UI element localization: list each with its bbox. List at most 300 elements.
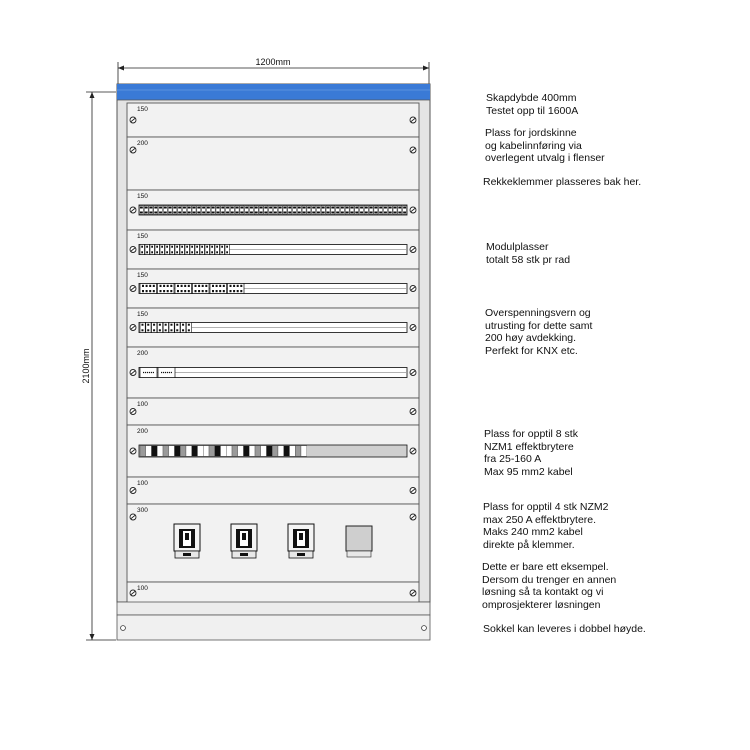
cabinet [117,84,430,640]
module-terminal-bottom [166,251,168,253]
panel-size-label: 150 [137,106,148,113]
nzm1-breaker-pole [215,446,221,456]
module-terminal-top [206,246,208,248]
module-terminal-top [176,246,178,248]
terminal-clamp [255,212,258,214]
nzm2-breaker [231,524,257,558]
nzm1-breaker-pole [152,446,158,456]
nzm1-breaker-pole [301,446,307,456]
panel-screw [130,117,136,123]
device-terminal [146,285,148,287]
terminal-clamp [202,207,205,209]
note-surge-protection: Overspenningsvern og utrusting for dette samt 200 høy avdekking. Perfekt for KNX etc. [485,307,593,357]
module-terminal-bottom [226,251,228,253]
panel-row [127,347,419,398]
panel-screw [410,488,416,494]
terminal-clamp [212,212,215,214]
terminal-clamp [212,207,215,209]
device-terminal [216,290,218,292]
module-terminal-bottom [156,251,158,253]
device-terminal [184,285,186,287]
panel-row [127,582,419,604]
height-dimension [81,92,116,640]
terminal-clamp [317,212,320,214]
panel-size-label: 150 [137,233,148,240]
nzm1-breaker-pole [186,446,192,456]
panel-screw [410,590,416,596]
module-terminal-top [141,324,143,326]
device-terminal [181,290,183,292]
nzm1-breaker-pole [244,446,250,456]
device-terminal [223,285,225,287]
plinth [117,615,430,640]
panel-screw [410,325,416,331]
module-terminal-top [171,246,173,248]
terminal-clamp [336,207,339,209]
device-terminal [177,290,179,292]
panel-size-label: 300 [137,507,148,514]
panel-screw [410,207,416,213]
module-terminal-bottom [186,251,188,253]
breaker-terminal-screw [183,553,191,556]
plinth-screw-right [422,626,427,631]
panel-screw [410,247,416,253]
module-terminal-bottom [147,329,149,331]
panel-size-label: 200 [137,428,148,435]
terminal-clamp [398,207,401,209]
device-terminal [149,290,151,292]
terminal-clamp [159,212,162,214]
module-terminal-bottom [188,329,190,331]
terminal-clamp [188,207,191,209]
terminal-clamp [183,207,186,209]
device-terminal [181,285,183,287]
terminal-clamp [303,207,306,209]
panel-plate [127,582,419,604]
terminal-clamp [178,207,181,209]
module-terminal-top [165,324,167,326]
terminal-clamp [351,212,354,214]
panel-size-label: 100 [137,585,148,592]
terminal-clamp [260,207,263,209]
device-terminal [195,290,197,292]
nzm1-breaker-pole [295,446,301,456]
panel-size-label: 200 [137,350,148,357]
terminal-clamp [394,212,397,214]
module-terminal-top [196,246,198,248]
terminal-clamp [207,207,210,209]
panel-screw [130,370,136,376]
module-terminal-top [141,246,143,248]
module-terminal-bottom [146,251,148,253]
terminal-clamp [374,212,377,214]
terminal-clamp [240,207,243,209]
device-terminal [205,290,207,292]
breaker-handle [185,533,189,540]
terminal-clamp [394,207,397,209]
terminal-clamp [188,212,191,214]
terminal-clamp [140,207,143,209]
terminal-clamp [169,212,172,214]
device-terminal [202,285,204,287]
panel-screw [130,286,136,292]
module-terminal-top [216,246,218,248]
terminal-clamp [360,207,363,209]
terminal-clamp [260,212,263,214]
plinth-screw-left [121,626,126,631]
nzm1-breaker-pole [261,446,267,456]
terminal-clamp [317,207,320,209]
terminal-clamp [274,207,277,209]
device-terminal [184,290,186,292]
panel-row [127,308,419,347]
panel-screw [130,448,136,454]
terminal-clamp [154,207,157,209]
terminal-clamp [250,207,253,209]
panel-size-label: 100 [137,480,148,487]
terminal-clamp [231,207,234,209]
terminal-clamp [159,207,162,209]
panel-screw [130,590,136,596]
module-terminal-top [156,246,158,248]
module-terminal-bottom [216,251,218,253]
module-terminal-top [186,246,188,248]
device-terminal [237,285,239,287]
terminal-clamp [145,207,148,209]
terminal-clamp [384,212,387,214]
panel-screw [410,409,416,415]
terminal-clamp [240,212,243,214]
nzm2-spare-terminal [347,551,371,557]
module-terminal-bottom [171,251,173,253]
terminal-clamp [264,212,267,214]
note-example: Dette er bare ett eksempel. Dersom du trenger en annen løsning så ta kontakt og vi omprosjekterer løsningen [482,561,617,611]
nzm1-breaker-pole [249,446,255,456]
terminal-clamp [269,207,272,209]
terminal-clamp [245,212,248,214]
device-terminal [195,285,197,287]
terminal-clamp [365,212,368,214]
module-terminal-top [153,324,155,326]
terminal-clamp [279,212,282,214]
device-terminal [160,285,162,287]
breaker-terminal-screw [240,553,248,556]
device-terminal [167,290,169,292]
module-terminal-bottom [191,251,193,253]
device-terminal [153,290,155,292]
breaker-terminal-screw [297,553,305,556]
panel-screw [130,147,136,153]
panel-screw [410,286,416,292]
module-terminal-bottom [196,251,198,253]
terminal-clamp [197,207,200,209]
panel-screw [130,514,136,520]
note-nzm1: Plass for opptil 8 stk NZM1 effektbrytere fra 25-160 A Max 95 mm2 kabel [484,428,578,478]
nzm1-breaker-pole [255,446,261,456]
module-terminal-bottom [141,251,143,253]
device-terminal [240,285,242,287]
terminal-clamp [341,207,344,209]
plinth-cap [117,602,430,615]
nzm1-breaker-pole [203,446,209,456]
panel-plate [127,504,419,582]
device-terminal [233,285,235,287]
device-terminal [212,285,214,287]
terminal-clamp [274,212,277,214]
device-terminal [219,290,221,292]
panel-screw [130,325,136,331]
terminal-clamp [389,212,392,214]
device-terminal [188,290,190,292]
panel-row [127,230,419,269]
device-terminal [160,290,162,292]
panel-row [127,269,419,308]
panel-plate [127,398,419,425]
terminal-clamp [389,207,392,209]
device-terminal [198,285,200,287]
note-nzm2: Plass for opptil 4 stk NZM2 max 250 A effektbrytere. Maks 240 mm2 kabel direkte på klemmer. [483,501,609,551]
terminal-clamp [154,212,157,214]
panel-size-label: 150 [137,311,148,318]
terminal-clamp [379,207,382,209]
terminal-clamp [327,212,330,214]
labelled-device [158,368,175,378]
nzm1-breaker-pole [198,446,204,456]
device-terminal [233,290,235,292]
module-terminal-bottom [182,329,184,331]
terminal-clamp [140,212,143,214]
terminal-clamp [331,212,334,214]
nzm1-breaker-pole [209,446,215,456]
terminal-clamp [236,207,239,209]
terminal-clamp [322,207,325,209]
panel-size-label: 200 [137,140,148,147]
module-terminal-bottom [221,251,223,253]
panel-screw [410,147,416,153]
module-terminal-bottom [206,251,208,253]
terminal-clamp [284,212,287,214]
module-terminal-bottom [153,329,155,331]
module-terminal-top [147,324,149,326]
device-terminal [223,290,225,292]
device-terminal [188,285,190,287]
nzm2-spare-place [346,526,372,551]
module-terminal-top [159,324,161,326]
module-terminal-bottom [211,251,213,253]
device-terminal [177,285,179,287]
panel-row [127,398,419,425]
panel-screw [130,488,136,494]
terminal-clamp [346,207,349,209]
panel-screw [410,117,416,123]
device-terminal [153,285,155,287]
device-terminal [212,290,214,292]
terminal-clamp [293,212,296,214]
panel-screw [410,370,416,376]
module-terminal-top [181,246,183,248]
terminal-clamp [403,212,406,214]
terminal-clamp [312,207,315,209]
module-terminal-top [176,324,178,326]
terminal-clamp [269,212,272,214]
terminal-clamp [303,212,306,214]
terminal-clamp [307,212,310,214]
nzm1-breaker-pole [232,446,238,456]
terminal-clamp [245,207,248,209]
module-terminal-bottom [159,329,161,331]
terminal-clamp [173,212,176,214]
panel-row [127,425,419,477]
breaker-handle [242,533,246,540]
terminal-clamp [355,212,358,214]
panel-screw [130,207,136,213]
height-label: 2100mm [81,348,91,384]
terminal-clamp [173,207,176,209]
module-terminal-bottom [181,251,183,253]
nzm1-breaker-pole [169,446,175,456]
terminal-clamp [346,212,349,214]
device-terminal [149,285,151,287]
nzm1-breaker-pole [221,446,227,456]
device-terminal [202,290,204,292]
panel-row [127,103,419,137]
terminal-clamp [207,212,210,214]
terminal-clamp [236,212,239,214]
module-terminal-bottom [165,329,167,331]
module-terminal-top [182,324,184,326]
terminal-clamp [279,207,282,209]
nzm1-breaker-pole [180,446,186,456]
module-terminal-bottom [201,251,203,253]
device-terminal [142,285,144,287]
note-terminals: Rekkeklemmer plasseres bak her. [483,176,642,188]
terminal-clamp [169,207,172,209]
panel-rows [127,103,419,604]
terminal-clamp [293,207,296,209]
nzm2-breaker [174,524,200,558]
labelled-device [140,368,157,378]
device-terminal [170,290,172,292]
device-terminal [163,290,165,292]
terminal-clamp [226,212,229,214]
nzm1-breaker-pole [284,446,290,456]
terminal-clamp [197,212,200,214]
panel-row [127,477,419,504]
note-module-places: Modulplasser totalt 58 stk pr rad [486,241,571,266]
module-terminal-top [188,324,190,326]
nzm1-breaker-pole [272,446,278,456]
nzm1-breaker-pole [157,446,163,456]
module-terminal-bottom [161,251,163,253]
note-plinth: Sokkel kan leveres i dobbel høyde. [483,623,646,635]
terminal-clamp [327,207,330,209]
nzm2-breaker [288,524,314,558]
module-terminal-bottom [176,251,178,253]
device-terminal [205,285,207,287]
device-terminal [198,290,200,292]
device-terminal [237,290,239,292]
panel-screw [410,514,416,520]
terminal-clamp [322,212,325,214]
note-cabinet-depth: Skapdybde 400mm Testet opp til 1600A [486,92,579,117]
nzm1-breaker-pole [140,446,146,456]
nzm1-breaker-pole [192,446,198,456]
panel-plate [127,137,419,190]
device-terminal [142,290,144,292]
terminal-clamp [217,212,220,214]
terminal-clamp [336,212,339,214]
module-terminal-top [221,246,223,248]
module-terminal-top [161,246,163,248]
terminal-clamp [379,212,382,214]
width-dimension [118,57,429,84]
device-terminal [170,285,172,287]
breaker-handle [299,533,303,540]
panel-row [127,190,419,230]
module-terminal-top [191,246,193,248]
device-terminal [230,290,232,292]
nzm1-breaker-pole [278,446,284,456]
terminal-clamp [250,212,253,214]
terminal-clamp [202,212,205,214]
terminal-clamp [193,207,196,209]
device-terminal [216,285,218,287]
nzm1-breaker-pole [226,446,232,456]
nzm1-breaker-pole [290,446,296,456]
module-terminal-bottom [170,329,172,331]
panel-size-label: 150 [137,193,148,200]
terminal-clamp [384,207,387,209]
terminal-clamp [221,207,224,209]
terminal-clamp [178,212,181,214]
terminal-clamp [288,207,291,209]
module-terminal-bottom [151,251,153,253]
nzm1-breaker-pole [163,446,169,456]
module-terminal-top [226,246,228,248]
terminal-clamp [360,212,363,214]
terminal-clamp [341,212,344,214]
panel-row [127,137,419,190]
panel-plate [127,103,419,137]
terminal-clamp [307,207,310,209]
terminal-clamp [351,207,354,209]
width-label: 1200mm [255,57,291,67]
terminal-clamp [145,212,148,214]
terminal-clamp [231,212,234,214]
terminal-clamp [193,212,196,214]
terminal-clamp [164,212,167,214]
terminal-clamp [255,207,258,209]
module-terminal-top [211,246,213,248]
module-terminal-top [151,246,153,248]
panel-size-label: 100 [137,401,148,408]
terminal-clamp [298,207,301,209]
device-terminal [163,285,165,287]
panel-screw [130,247,136,253]
nzm1-breaker-pole [267,446,273,456]
module-terminal-top [146,246,148,248]
device-terminal [167,285,169,287]
panel-screw [410,448,416,454]
terminal-clamp [288,212,291,214]
nzm1-breaker-pole [146,446,152,456]
terminal-clamp [365,207,368,209]
panel-size-label: 150 [137,272,148,279]
panel-plate [127,477,419,504]
module-terminal-top [170,324,172,326]
terminal-clamp [374,207,377,209]
terminal-clamp [312,212,315,214]
